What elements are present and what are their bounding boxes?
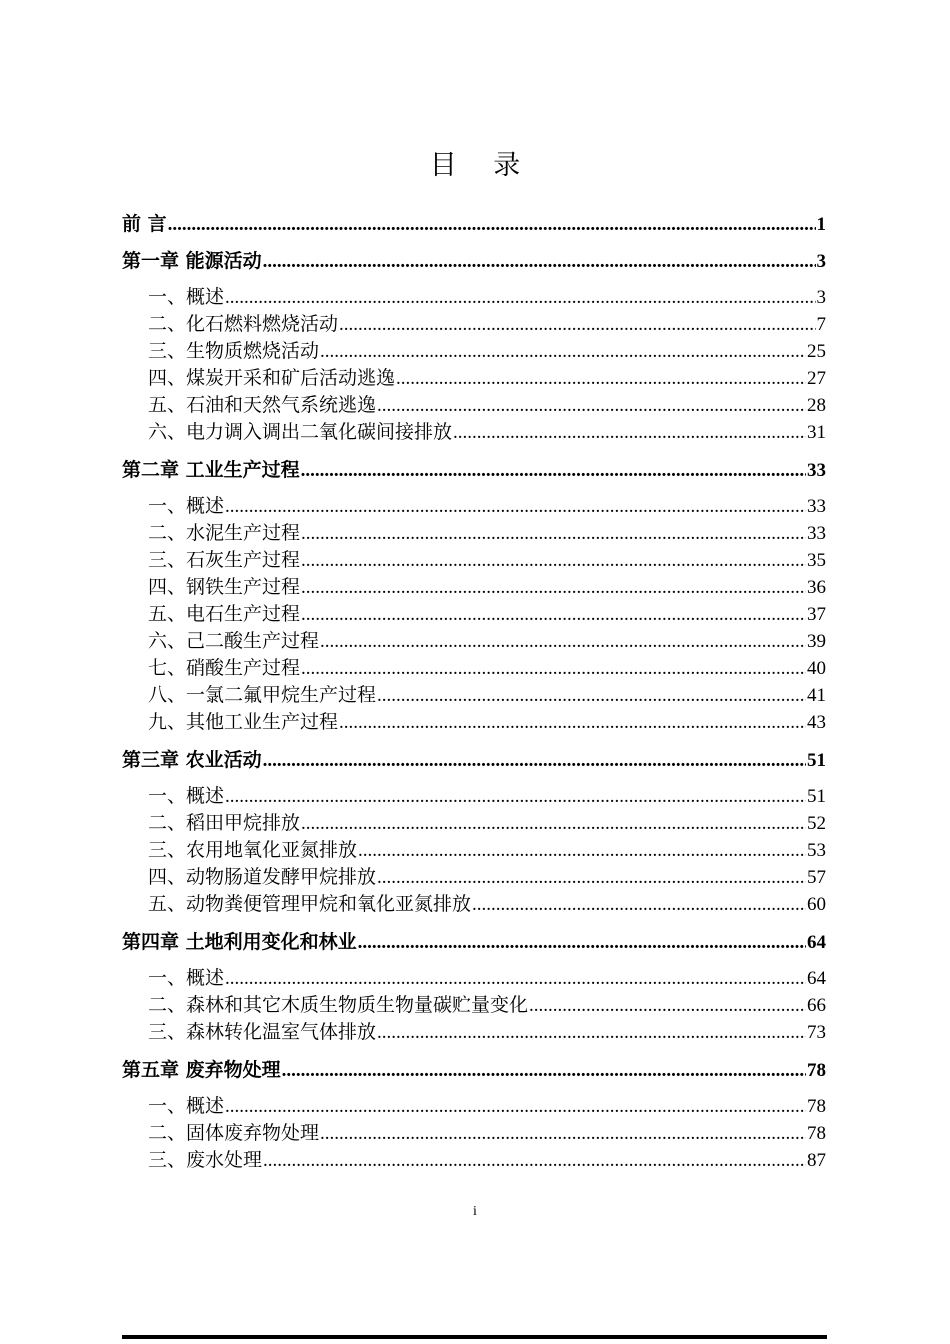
toc-section-entry[interactable] — [148, 601, 826, 628]
toc-leader-dots — [282, 1057, 806, 1084]
toc-entry-label: 二、森林和其它木质生物质生物量碳贮量变化 — [148, 994, 529, 1016]
toc-leader-dots — [320, 628, 806, 655]
toc-leader-dots — [263, 747, 806, 774]
toc-leader-dots — [453, 419, 806, 446]
toc-entry-page: 40 — [807, 658, 826, 679]
toc-leader-dots — [225, 965, 806, 992]
toc-leader-dots — [225, 783, 806, 810]
toc-entry-label: 第三章 农业活动 — [122, 749, 262, 771]
toc-section-entry[interactable] — [148, 520, 826, 547]
toc-section-entry[interactable] — [148, 992, 826, 1019]
toc-entry-page: 36 — [807, 577, 826, 598]
toc-section-entry[interactable] — [148, 1019, 826, 1046]
toc-section-entry[interactable] — [148, 365, 826, 392]
toc-entry-label: 八、一氯二氟甲烷生产过程 — [148, 684, 377, 706]
toc-leader-dots — [396, 365, 806, 392]
toc-section-entry[interactable] — [148, 783, 826, 810]
page-number: i — [473, 1204, 477, 1219]
toc-leader-dots — [301, 457, 806, 484]
toc-leader-dots — [225, 493, 806, 520]
toc-leader-dots — [225, 284, 815, 311]
toc-entry-label: 第二章 工业生产过程 — [122, 459, 300, 481]
toc-leader-dots — [301, 547, 806, 574]
toc-section-entry[interactable] — [148, 1093, 826, 1120]
toc-leader-dots — [263, 1147, 806, 1174]
toc-leader-dots — [358, 929, 806, 956]
toc-entry-label: 第五章 废弃物处理 — [122, 1059, 281, 1081]
toc-entry-label: 一、概述 — [148, 286, 225, 308]
bottom-rule — [122, 1335, 827, 1339]
toc-chapter-entry[interactable] — [122, 210, 826, 238]
toc-chapter-entry[interactable] — [122, 928, 826, 956]
toc-entry-page: 78 — [807, 1096, 826, 1117]
toc-section-entry[interactable] — [148, 864, 826, 891]
toc-entry-label: 四、煤炭开采和矿后活动逃逸 — [148, 367, 396, 389]
toc-entry-page: 33 — [807, 460, 826, 481]
toc-section-entry[interactable] — [148, 682, 826, 709]
toc-entry-page: 43 — [807, 712, 826, 733]
toc-entry-label: 一、概述 — [148, 967, 225, 989]
toc-entry-page: 52 — [807, 813, 826, 834]
toc-section-entry[interactable] — [148, 338, 826, 365]
toc-section-entry[interactable] — [148, 493, 826, 520]
toc-chapter-entry[interactable] — [122, 746, 826, 774]
toc-section-entry[interactable] — [148, 965, 826, 992]
toc-section-entry[interactable] — [148, 709, 826, 736]
toc-entry-label: 一、概述 — [148, 495, 225, 517]
toc-leader-dots — [263, 248, 816, 275]
toc-entry-page: 64 — [807, 932, 826, 953]
toc-section-entry[interactable] — [148, 891, 826, 918]
toc-entry-page: 78 — [807, 1060, 826, 1081]
toc-section-entry[interactable] — [148, 419, 826, 446]
toc-chapter-entry[interactable] — [122, 247, 826, 275]
toc-entry-page: 51 — [807, 786, 826, 807]
toc-leader-dots — [320, 338, 806, 365]
toc-section-entry[interactable] — [148, 311, 826, 338]
toc-entry-page: 33 — [807, 496, 826, 517]
toc-leader-dots — [301, 655, 806, 682]
toc-entry-label: 三、森林转化温室气体排放 — [148, 1021, 377, 1043]
toc-entry-page: 39 — [807, 631, 826, 652]
toc-entry-label: 四、钢铁生产过程 — [148, 576, 301, 598]
toc-leader-dots — [301, 601, 806, 628]
toc-entry-page: 27 — [807, 368, 826, 389]
toc-leader-dots — [529, 992, 806, 1019]
toc-entry-label: 二、水泥生产过程 — [148, 522, 301, 544]
toc-section-entry[interactable] — [148, 655, 826, 682]
toc-entry-page: 53 — [807, 840, 826, 861]
toc-entry-label: 前 言 — [122, 213, 167, 235]
toc-leader-dots — [301, 810, 806, 837]
toc-entry-label: 三、废水处理 — [148, 1149, 263, 1171]
toc-entry-label: 三、生物质燃烧活动 — [148, 340, 320, 362]
toc-entry-label: 五、电石生产过程 — [148, 603, 301, 625]
toc-leader-dots — [377, 864, 806, 891]
toc-entry-page: 1 — [816, 214, 826, 235]
toc-entry-page: 31 — [807, 422, 826, 443]
toc-leader-dots — [377, 682, 806, 709]
toc-entry-label: 四、动物肠道发酵甲烷排放 — [148, 866, 377, 888]
toc-entry-label: 五、动物粪便管理甲烷和氧化亚氮排放 — [148, 893, 472, 915]
toc-entry-label: 六、己二酸生产过程 — [148, 630, 320, 652]
toc-entry-label: 二、固体废弃物处理 — [148, 1122, 320, 1144]
toc-leader-dots — [168, 211, 816, 238]
toc-leader-dots — [339, 709, 806, 736]
toc-entry-page: 64 — [807, 968, 826, 989]
toc-entry-page: 28 — [807, 395, 826, 416]
toc-entry-page: 73 — [807, 1022, 826, 1043]
toc-entry-label: 三、石灰生产过程 — [148, 549, 301, 571]
toc-leader-dots — [301, 574, 806, 601]
toc-entry-page: 78 — [807, 1123, 826, 1144]
toc-section-entry[interactable] — [148, 1147, 826, 1174]
toc-section-entry[interactable] — [148, 284, 826, 311]
toc-entry-label: 二、稻田甲烷排放 — [148, 812, 301, 834]
toc-entry-label: 三、农用地氧化亚氮排放 — [148, 839, 358, 861]
toc-entry-label: 九、其他工业生产过程 — [148, 711, 339, 733]
toc-leader-dots — [472, 891, 806, 918]
toc-entry-label: 五、石油和天然气系统逃逸 — [148, 394, 377, 416]
toc-entry-label: 第四章 土地利用变化和林业 — [122, 931, 357, 953]
toc-entry-label: 六、电力调入调出二氧化碳间接排放 — [148, 421, 453, 443]
toc-entry-label: 一、概述 — [148, 1095, 225, 1117]
toc-entry-page: 51 — [807, 750, 826, 771]
toc-entry-page: 3 — [816, 251, 826, 272]
toc-chapter-entry[interactable] — [122, 456, 826, 484]
toc-entry-page: 37 — [807, 604, 826, 625]
toc-entry-page: 25 — [807, 341, 826, 362]
toc-entry-page: 57 — [807, 867, 826, 888]
toc-leader-dots — [377, 392, 806, 419]
toc-section-entry[interactable] — [148, 547, 826, 574]
toc-section-entry[interactable] — [148, 1120, 826, 1147]
toc-entry-label: 二、化石燃料燃烧活动 — [148, 313, 339, 335]
toc-entry-label: 七、硝酸生产过程 — [148, 657, 301, 679]
toc-entry-page: 3 — [816, 287, 826, 308]
toc-section-entry[interactable] — [148, 628, 826, 655]
page-title: 目 录 — [429, 150, 535, 181]
toc-entry-page: 35 — [807, 550, 826, 571]
toc-section-entry[interactable] — [148, 574, 826, 601]
toc-section-entry[interactable] — [148, 837, 826, 864]
toc-entry-page: 7 — [816, 314, 826, 335]
toc-leader-dots — [320, 1120, 806, 1147]
toc-leader-dots — [358, 837, 806, 864]
toc-leader-dots — [301, 520, 806, 547]
toc-leader-dots — [225, 1093, 806, 1120]
toc-entry-page: 60 — [807, 894, 826, 915]
toc-entry-label: 第一章 能源活动 — [122, 250, 262, 272]
toc-entry-page: 33 — [807, 523, 826, 544]
toc-section-entry[interactable] — [148, 392, 826, 419]
toc-leader-dots — [377, 1019, 806, 1046]
toc-entry-page: 87 — [807, 1150, 826, 1171]
toc-section-entry[interactable] — [148, 810, 826, 837]
toc-entry-label: 一、概述 — [148, 785, 225, 807]
toc-chapter-entry[interactable] — [122, 1056, 826, 1084]
toc-entry-page: 66 — [807, 995, 826, 1016]
toc-leader-dots — [339, 311, 815, 338]
toc-entry-page: 41 — [807, 685, 826, 706]
